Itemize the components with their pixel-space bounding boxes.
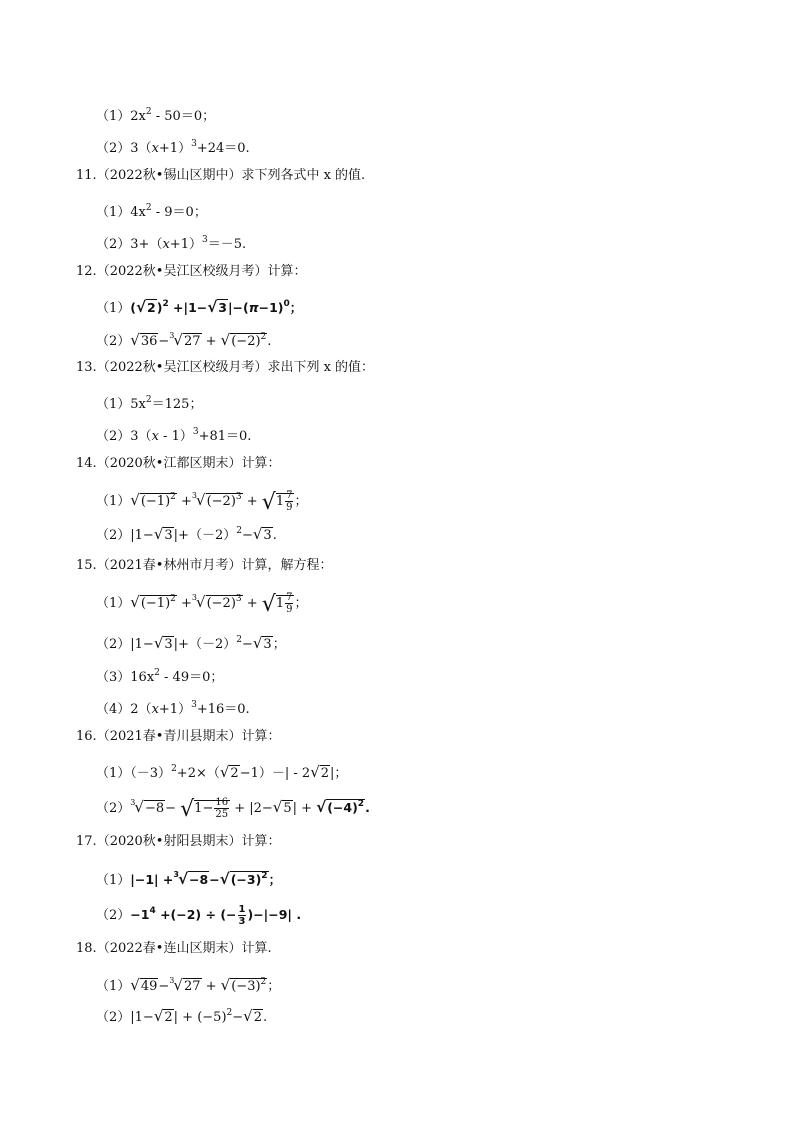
sub-label: （4） <box>96 702 131 717</box>
equation: $√(-1)^2 +^3√(-2)^3 + √1$ $\frac{7}{9}$ ； <box>130 592 308 617</box>
equation: $16x^2 - 49=0$； <box>130 668 224 685</box>
sub-label: （2） <box>96 637 131 652</box>
p15-sub1 <box>96 580 308 616</box>
problem-task: 计算： <box>241 456 281 471</box>
problem-source: （2021春•青川县期末） <box>96 729 242 744</box>
equation: $^3$√−8− √1− $\frac{16}{25}$ + $|2-√5| + √(-4)^2$. <box>130 797 370 822</box>
p13-sub2 <box>96 423 251 446</box>
problem-task: 计算： <box>241 729 281 744</box>
sub-label: （1） <box>96 494 131 509</box>
equation: $2x^2 - 50=0$； <box>130 107 216 124</box>
sub-label: （1） <box>96 596 131 611</box>
problem-task: 求出下列 x 的值： <box>267 360 375 375</box>
sub-label: （2） <box>96 429 131 444</box>
sub-label: （2） <box>96 528 131 543</box>
p16-sub1 <box>96 760 347 783</box>
p14-sub1 <box>96 478 308 514</box>
problem-source: （2022秋•吴江区校级月考） <box>96 264 268 279</box>
sub-label: （2） <box>96 237 131 252</box>
equation: 3（x - 1）$^3$+81＝0. <box>130 427 252 444</box>
p10-sub2 <box>96 135 250 158</box>
p15-sub2 <box>96 631 286 654</box>
sub-label: （2） <box>96 334 131 349</box>
p14-sub2 <box>96 522 277 545</box>
p12-sub1 <box>96 295 302 318</box>
equation: $2(x+1)^3+16=0$. <box>130 700 250 717</box>
problem-source: （2020秋•江都区期末） <box>96 456 242 471</box>
p17-header <box>76 833 280 851</box>
problem-source: （2022秋•吴江区校级月考） <box>96 360 268 375</box>
p11-header <box>76 167 365 185</box>
problem-number: 13. <box>76 360 97 375</box>
equation: $3(x+1)^3+24=0$. <box>130 139 250 156</box>
equation: $|1-√3|+(-2)^2-√3$； <box>130 634 286 652</box>
equation: $(√2)^2 +|1-√3|-(\pi-1)^0$； <box>130 298 303 316</box>
p13-header <box>76 359 374 377</box>
p15-sub4 <box>96 696 250 719</box>
p12-header <box>76 263 306 281</box>
problem-number: 18. <box>76 941 97 956</box>
problem-task: 计算. <box>241 941 272 956</box>
problem-source: （2020秋•射阳县期末） <box>96 834 242 849</box>
equation: $|1-√3|+(-2)^2-√3$. <box>130 525 277 543</box>
problem-number: 15. <box>76 558 97 573</box>
p11-sub1 <box>96 199 207 222</box>
p18-sub1 <box>96 972 280 996</box>
equation: $(-3)^2+2\times(√2-1)-| - 2√2|$； <box>130 763 348 781</box>
problem-task: 求下列各式中 x 的值. <box>241 168 366 183</box>
sub-label: （2） <box>96 908 131 923</box>
equation: $4x^2 - 9=0$； <box>130 203 207 220</box>
p12-sub2 <box>96 327 271 351</box>
problem-number: 12. <box>76 264 97 279</box>
equation: $|-1| +^3√-8-√(-3)^2$； <box>130 870 282 888</box>
sub-label: （1） <box>96 205 131 220</box>
sub-label: （2） <box>96 801 131 816</box>
p18-sub2 <box>96 1004 267 1027</box>
p17-sub2 <box>96 893 301 929</box>
equation: $5x^2=125$； <box>130 395 203 412</box>
p14-header <box>76 455 280 473</box>
p17-sub1 <box>96 866 281 890</box>
equation: $3+(x+1)^3=-5$. <box>130 235 247 252</box>
sub-label: （1） <box>96 109 131 124</box>
p15-sub3 <box>96 664 223 687</box>
p11-sub2 <box>96 231 246 254</box>
problem-source: （2022春•连山区期末） <box>96 941 242 956</box>
sub-label: （3） <box>96 670 131 685</box>
equation: $√(-1)^2 +^3√(-2)^3 + √1$ $\frac{7}{9}$ ； <box>130 490 308 515</box>
p10-sub1 <box>96 103 215 126</box>
sub-label: （1） <box>96 301 131 316</box>
sub-label: （1） <box>96 873 131 888</box>
problem-number: 16. <box>76 729 97 744</box>
problem-number: 17. <box>76 834 97 849</box>
problem-source: （2021春•林州市月考） <box>96 558 242 573</box>
equation: $√36-^3√27 + √(-2)^2$. <box>130 331 272 349</box>
p15-header <box>76 557 332 575</box>
equation: $√49-^3√27 + √(-3)^2$； <box>130 976 281 994</box>
sub-label: （1） <box>96 397 131 412</box>
sub-label: （2） <box>96 141 131 156</box>
sub-label: （1） <box>96 766 131 781</box>
problem-source: （2022秋•锡山区期中） <box>96 168 242 183</box>
problem-task: 计算，解方程： <box>241 558 333 573</box>
sub-label: （1） <box>96 979 131 994</box>
p16-sub2 <box>96 785 370 821</box>
equation: $|1-√2| + (-5)^2-√2$. <box>130 1007 268 1025</box>
equation: $-1^4 +(-2)$ ÷ (− $\frac{1}{3}$ )−|−9| . <box>130 904 302 927</box>
problem-task: 计算： <box>267 264 307 279</box>
p13-sub1 <box>96 391 202 414</box>
sub-label: （2） <box>96 1010 131 1025</box>
p18-header <box>76 940 272 958</box>
problem-number: 11. <box>76 168 97 183</box>
problem-task: 计算： <box>241 834 281 849</box>
p16-header <box>76 728 280 746</box>
problem-number: 14. <box>76 456 97 471</box>
